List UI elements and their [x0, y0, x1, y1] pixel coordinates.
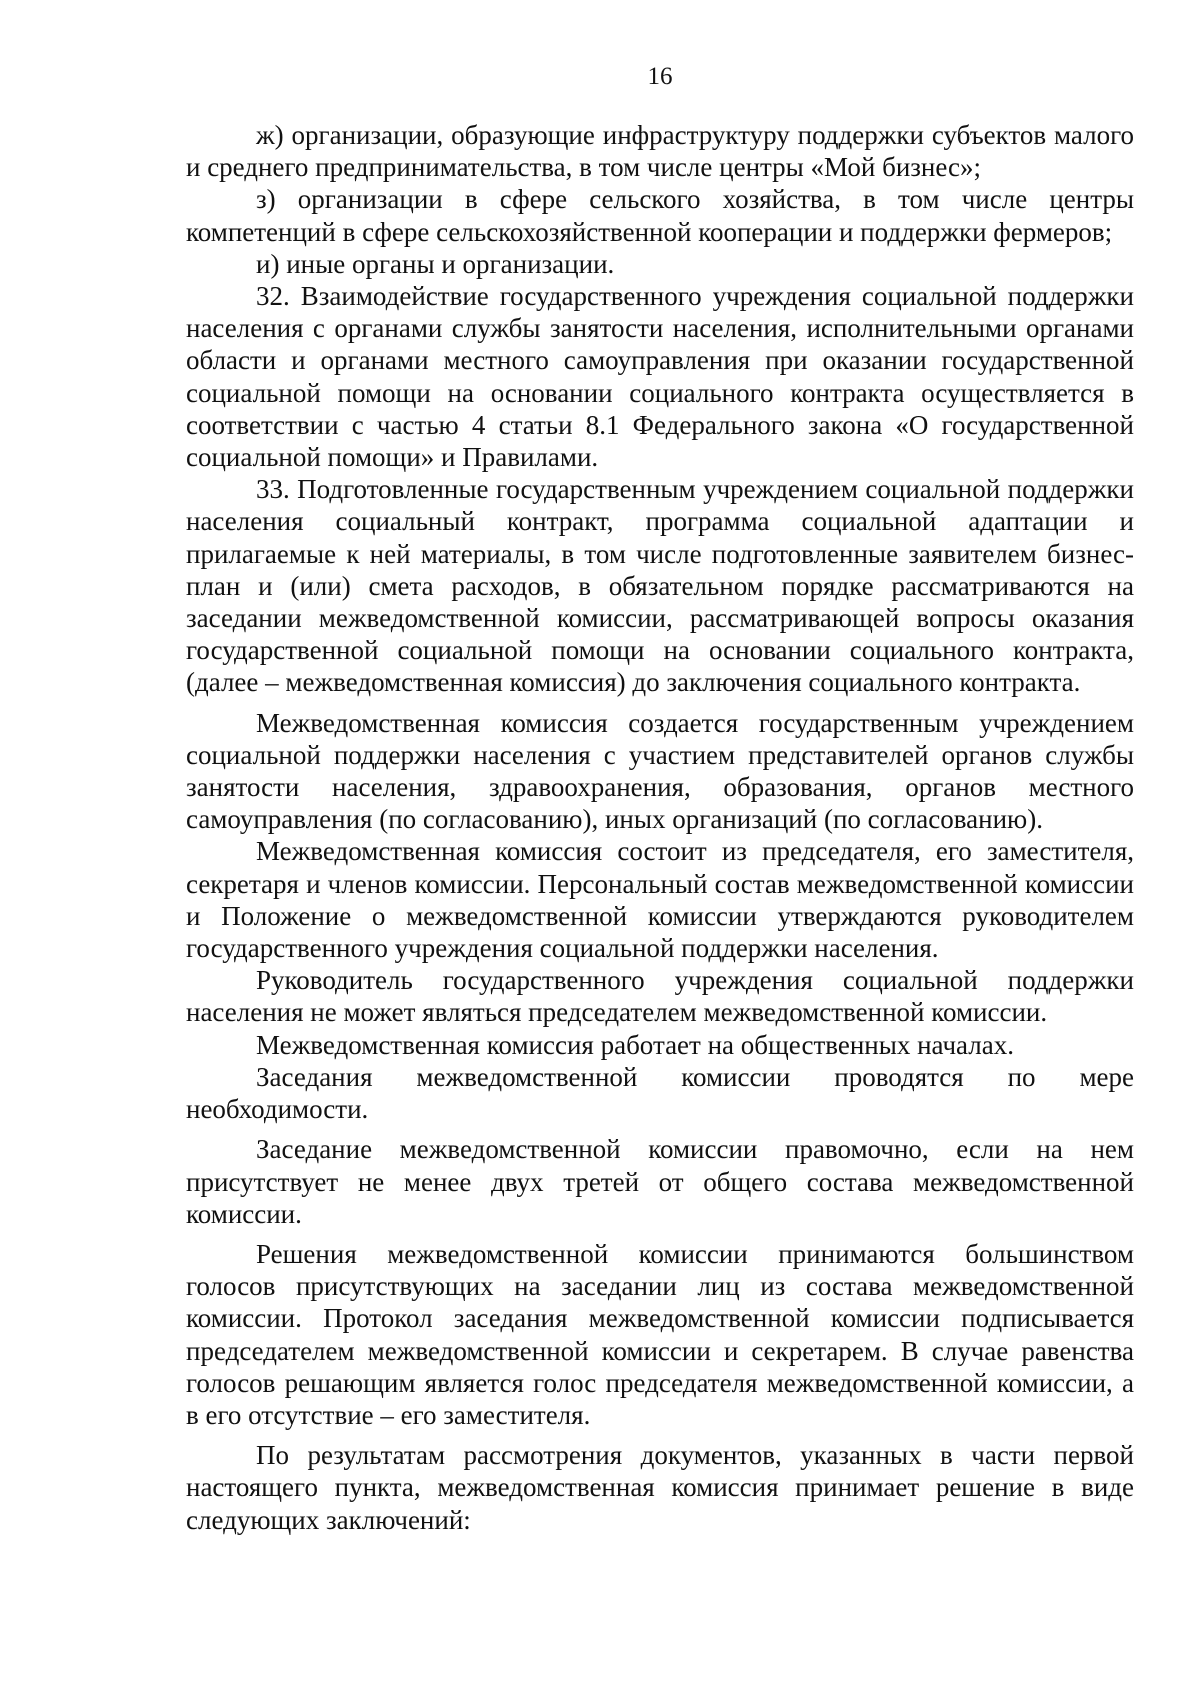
paragraph-conclusions: По результатам рассмотрения документов, указанных в части первой настоящего пункта, межведомственная комиссия принимает решение в виде следующих заключений:	[186, 1440, 1134, 1535]
paragraph-clause-33: 33. Подготовленные государственным учреждением социальной поддержки населения социальный контракт, программа социальной адаптации и прилагаемые к ней материалы, в том числе подготовленные заявителем бизнес-план и (или) смета расходов, в обязательном порядке рассматриваются на заседании межведомственной комиссии, рассматривающей вопросы оказания государственной социальной помощи на основании социального контракта, (далее – межведомственная комиссия) до заключения социального контракта.	[186, 474, 1134, 698]
paragraph-commission-composition: Межведомственная комиссия состоит из председателя, его заместителя, секретаря и членов комиссии. Персональный состав межведомственной комиссии и Положение о межведомственной комиссии утверждаются руководителем государственного учреждения социальной поддержки населения.	[186, 836, 1134, 964]
paragraph-item-z: з) организации в сфере сельского хозяйства, в том числе центры компетенций в сфере сельскохозяйственной кооперации и поддержки фермеров;	[186, 184, 1134, 247]
document-body	[186, 119, 1134, 1536]
paragraph-meetings: Заседания межведомственной комиссии проводятся по мере необходимости.	[186, 1061, 1134, 1125]
paragraph-clause-32: 32. Взаимодействие государственного учреждения социальной поддержки населения с органами службы занятости населения, исполнительными органами области и органами местного самоуправления при оказании государственной социальной помощи на основании социального контракта осуществляется в соответствии с частью 4 статьи 8.1 Федерального закона «О государственной социальной помощи» и Правилами.	[186, 281, 1134, 473]
page-number: 16	[647, 63, 673, 90]
paragraph-quorum: Заседание межведомственной комиссии правомочно, если на нем присутствует не менее двух третей от общего состава межведомственной комиссии.	[186, 1134, 1134, 1229]
paragraph-commission-creation: Межведомственная комиссия создается государственным учреждением социальной поддержки населения с участием представителей органов службы занятости населения, здравоохранения, образования, органов местного самоуправления (по согласованию), иных организаций (по согласованию).	[186, 707, 1134, 835]
paragraph-voluntary-basis: Межведомственная комиссия работает на общественных началах.	[256, 1029, 1014, 1060]
paragraph-decisions: Решения межведомственной комиссии принимаются большинством голосов присутствующих на заседании лиц из состава межведомственной комиссии. Протокол заседания межведомственной комиссии подписывается председателем межведомственной комиссии и секретарем. В случае равенства голосов решающим является голос председателя межведомственной комиссии, а в его отсутствие – его заместителя.	[186, 1238, 1134, 1430]
paragraph-head-restriction: Руководитель государственного учреждения социальной поддержки населения не может являться председателем межведомственной комиссии.	[186, 965, 1134, 1028]
paragraph-item-i: и) иные органы и организации.	[256, 248, 615, 279]
paragraph-item-zh: ж) организации, образующие инфраструктуру поддержки субъектов малого и среднего предпринимательства, в том числе центры «Мой бизнес»;	[186, 120, 1134, 183]
